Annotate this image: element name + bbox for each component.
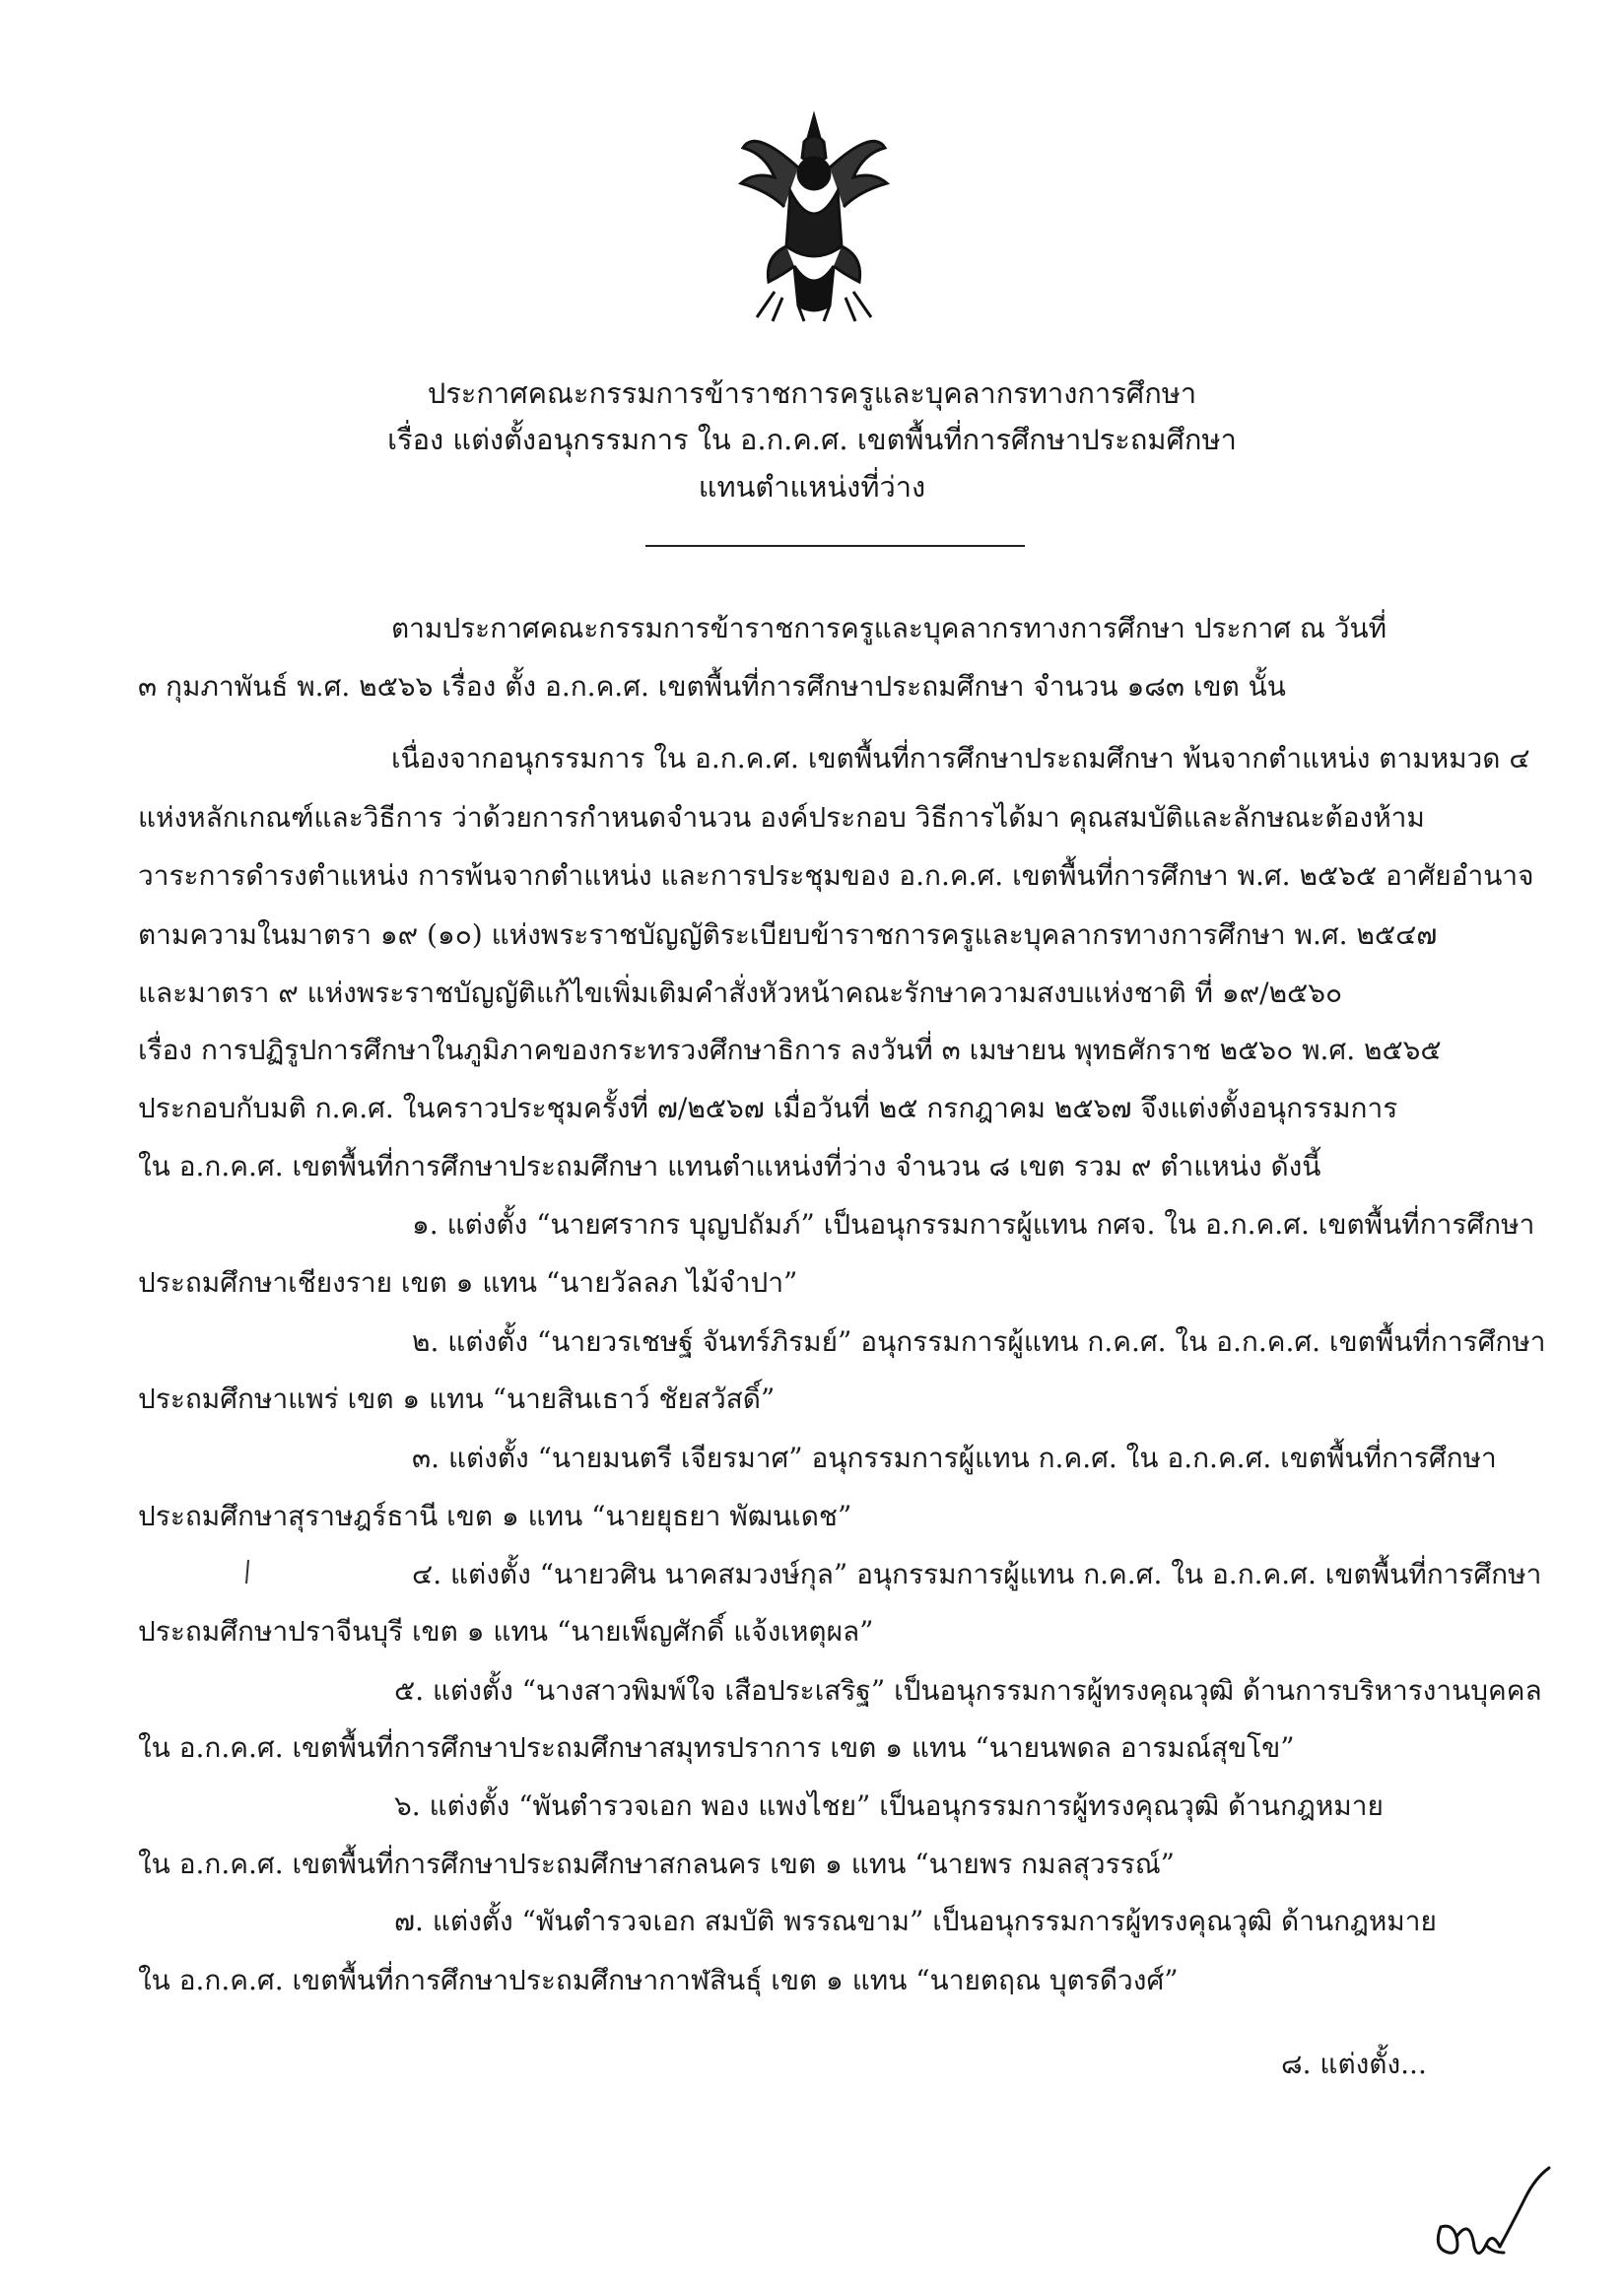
title-divider xyxy=(645,545,1025,547)
appointment-item-1: ๑. แต่งตั้ง “นายศรากร บุญปถัมภ์” เป็นอนุกรรมการผู้แทน กศจ. ใน อ.ก.ค.ศ. เขตพื้นที่การศึกษา xyxy=(412,1208,1535,1241)
appointment-item-3-cont: ประถมศึกษาสุราษฎร์ธานี เขต ๑ แทน “นายยุธยา พัฒนเดช” xyxy=(138,1500,852,1532)
announcement-title: ประกาศคณะกรรมการข้าราชการครูและบุคลากรทางการศึกษา xyxy=(427,376,1197,410)
handwritten-initials-icon xyxy=(1427,2158,1555,2266)
body-line: ประกอบกับมติ ก.ค.ศ. ในคราวประชุมครั้งที่ ๗/๒๕๖๗ เมื่อวันที่ ๒๕ กรกฎาคม ๒๕๖๗ จึงแต่งตั้งอนุกรรมการ xyxy=(138,1092,1398,1124)
announcement-subject-cont: แทนตำแหน่งที่ว่าง xyxy=(698,470,926,504)
appointment-item-4-cont: ประถมศึกษาปราจีนบุรี เขต ๑ แทน “นายเพ็ญศักดิ์ แจ้งเหตุผล” xyxy=(138,1615,874,1648)
garuda-emblem-icon xyxy=(735,108,893,325)
appointment-item-2-cont: ประถมศึกษาแพร่ เขต ๑ แทน “นายสินเธาว์ ชัยสวัสดิ์” xyxy=(138,1383,776,1415)
appointment-item-5-cont: ใน อ.ก.ค.ศ. เขตพื้นที่การศึกษาประถมศึกษาสมุทรปราการ เขต ๑ แทน “นายนพดล อารมณ์สุขโข” xyxy=(138,1731,1295,1764)
body-line: วาระการดำรงตำแหน่ง การพ้นจากตำแหน่ง และการประชุมของ อ.ก.ค.ศ. เขตพื้นที่การศึกษา พ.ศ. ๒๕๖๕ อาศัยอำนาจ xyxy=(138,859,1534,892)
appointment-item-7-cont: ใน อ.ก.ค.ศ. เขตพื้นที่การศึกษาประถมศึกษากาฬสินธุ์ เขต ๑ แทน “นายตฤณ บุตรดีวงศ์” xyxy=(138,1964,1179,1996)
appointment-item-3: ๓. แต่งตั้ง “นายมนตรี เจียรมาศ” อนุกรรมการผู้แทน ก.ค.ศ. ใน อ.ก.ค.ศ. เขตพื้นที่การศึกษา xyxy=(412,1442,1497,1474)
intro-line: ๓ กุมภาพันธ์ พ.ศ. ๒๕๖๖ เรื่อง ตั้ง อ.ก.ค.ศ. เขตพื้นที่การศึกษาประถมศึกษา จำนวน ๑๘๓ เขต นั้น xyxy=(138,670,1286,703)
body-line: เรื่อง การปฏิรูปการศึกษาในภูมิภาคของกระทรวงศึกษาธิการ ลงวันที่ ๓ เมษายน พุทธศักราช ๒๕๖๐ พ.ศ. ๒๕๖๕ xyxy=(138,1034,1442,1066)
appointment-item-7: ๗. แต่งตั้ง “พันตำรวจเอก สมบัติ พรรณขาม” เป็นอนุกรรมการผู้ทรงคุณวุฒิ ด้านกฎหมาย xyxy=(394,1905,1437,1937)
appointment-item-6: ๖. แต่งตั้ง “พันตำรวจเอก พอง แพงไชย” เป็นอนุกรรมการผู้ทรงคุณวุฒิ ด้านกฎหมาย xyxy=(394,1789,1384,1822)
appointment-item-2: ๒. แต่งตั้ง “นายวรเชษฐ์ จันทร์ภิรมย์” อนุกรรมการผู้แทน ก.ค.ศ. ใน อ.ก.ค.ศ. เขตพื้นที่การศึกษา xyxy=(412,1325,1546,1358)
continuation-marker: ๘. แต่งตั้ง... xyxy=(1281,2048,1427,2080)
announcement-subject: เรื่อง แต่งตั้งอนุกรรมการ ใน อ.ก.ค.ศ. เขตพื้นที่การศึกษาประถมศึกษา xyxy=(387,423,1237,456)
appointment-item-6-cont: ใน อ.ก.ค.ศ. เขตพื้นที่การศึกษาประถมศึกษาสกลนคร เขต ๑ แทน “นายพร กมลสุวรรณ์” xyxy=(138,1848,1175,1880)
body-line: ตามความในมาตรา ๑๙ (๑๐) แห่งพระราชบัญญัติระเบียบข้าราชการครูและบุคลากรทางการศึกษา พ.ศ. ๒๕๔๗ xyxy=(138,918,1438,951)
appointment-item-4: ๔. แต่งตั้ง “นายวศิน นาคสมวงษ์กุล” อนุกรรมการผู้แทน ก.ค.ศ. ใน อ.ก.ค.ศ. เขตพื้นที่การศึกษา xyxy=(412,1558,1542,1590)
appointment-item-1-cont: ประถมศึกษาเชียงราย เขต ๑ แทน “นายวัลลภ ไม้จำปา” xyxy=(138,1266,798,1299)
body-line: ใน อ.ก.ค.ศ. เขตพื้นที่การศึกษาประถมศึกษา แทนตำแหน่งที่ว่าง จำนวน ๘ เขต รวม ๙ ตำแหน่ง ดังนี้ xyxy=(138,1150,1321,1182)
intro-line: ตามประกาศคณะกรรมการข้าราชการครูและบุคลากรทางการศึกษา ประกาศ ณ วันที่ xyxy=(391,612,1387,644)
body-line: และมาตรา ๙ แห่งพระราชบัญญัติแก้ไขเพิ่มเติมคำสั่งหัวหน้าคณะรักษาความสงบแห่งชาติ ที่ ๑๙/๒๕๖๐ xyxy=(138,977,1343,1009)
appointment-item-5: ๕. แต่งตั้ง “นางสาวพิมพ์ใจ เสือประเสริฐ” เป็นอนุกรรมการผู้ทรงคุณวุฒิ ด้านการบริหารงานบุคคล xyxy=(394,1674,1542,1707)
body-line: เนื่องจากอนุกรรมการ ใน อ.ก.ค.ศ. เขตพื้นที่การศึกษาประถมศึกษา พ้นจากตำแหน่ง ตามหมวด ๔ xyxy=(391,742,1530,775)
body-line: แห่งหลักเกณฑ์และวิธีการ ว่าด้วยการกำหนดจำนวน องค์ประกอบ วิธีการได้มา คุณสมบัติและลักษณะต้องห้าม xyxy=(138,801,1425,834)
pen-mark xyxy=(244,1559,250,1585)
